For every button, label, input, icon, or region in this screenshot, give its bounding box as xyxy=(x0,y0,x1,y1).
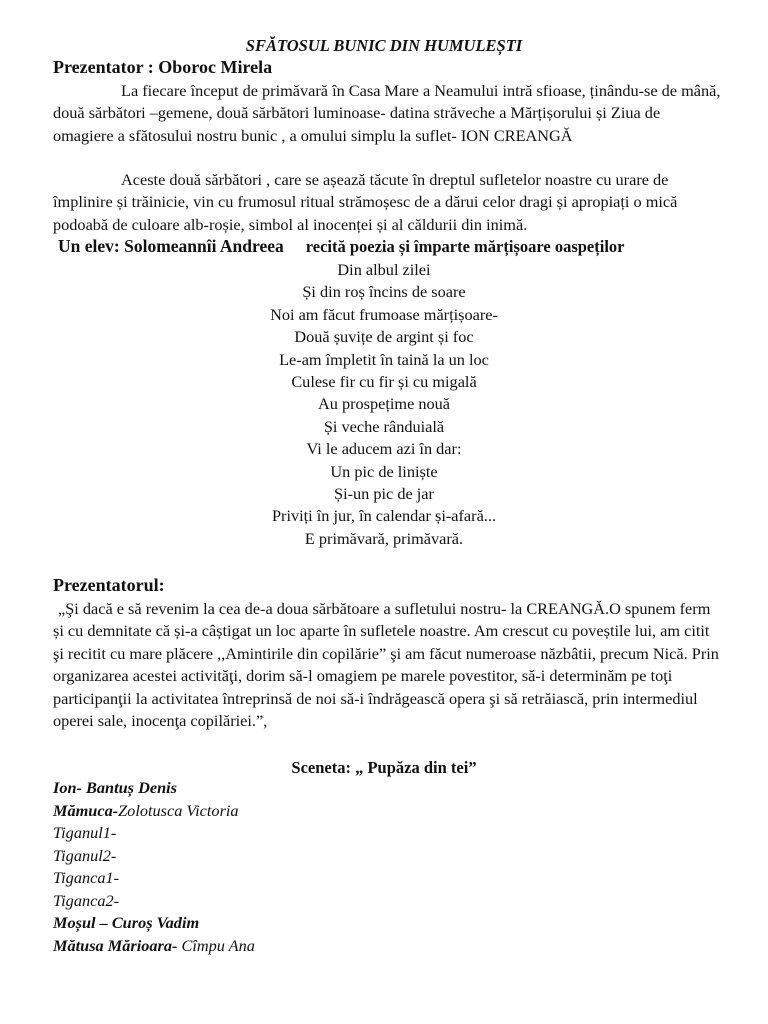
cast-item xyxy=(53,777,255,800)
document-title: SFĂTOSUL BUNIC DIN HUMULEȘTI xyxy=(245,36,523,55)
poem xyxy=(0,259,768,550)
poem-line: Și-un pic de jar xyxy=(334,484,434,504)
cast-role: Tiganca2- xyxy=(53,890,120,910)
cast-role: Ion- xyxy=(53,778,82,797)
poem-line: Vi le aducem azi în dar: xyxy=(306,439,462,459)
poem-line: Și veche rânduială xyxy=(323,416,445,436)
cast-item xyxy=(53,800,255,823)
cast-role: Tiganul2- xyxy=(53,845,117,865)
poem-line: Din albul zilei xyxy=(337,260,431,279)
cast-item xyxy=(53,935,255,958)
cast-role: Tiganul1- xyxy=(53,823,117,842)
cast-list xyxy=(53,777,255,957)
cast-item xyxy=(53,912,255,935)
cast-actor: Zolotusca Victoria xyxy=(118,800,239,820)
cast-actor: Cîmpu Ana xyxy=(177,935,255,955)
poem-line: E primăvară, primăvară. xyxy=(304,528,464,548)
cast-role: Moșul – Curoș Vadim xyxy=(53,913,200,932)
poem-line: Culese fir cu fir și cu migală xyxy=(291,372,477,392)
cast-item xyxy=(53,890,255,913)
presenter2-heading: Prezentatorul: xyxy=(53,575,165,595)
cast-role: Tiganca1- xyxy=(53,868,120,887)
poem-line: Au prospețime nouă xyxy=(317,394,451,414)
cast-item xyxy=(53,867,255,890)
poem-line: Două șuvițe de argint și foc xyxy=(294,327,474,347)
cast-item xyxy=(53,845,255,868)
student-name: Un elev: Solomeannîi Andreea xyxy=(58,236,284,256)
presenter-heading: Prezentator : Oboroc Mirela xyxy=(53,57,273,77)
cast-item xyxy=(53,822,255,845)
poem-line: Un pic de liniște xyxy=(330,461,438,481)
presenter-paragraph-1: La fiecare început de primăvară în Casa Mare a Neamului intră sfioase, ținându-se de mână, două sărbători –gemene, două sărbători luminoase- datina străveche a Mărțișorului și Ziua de omagiere a sfătosului nostru bunic , a omului simplu la suflet- ION CREANGĂ xyxy=(53,81,721,145)
cast-role: Mătusa Mărioara- xyxy=(53,935,178,955)
poem-line: Priviți în jur, în calendar și-afară... xyxy=(271,506,497,526)
presenter2-paragraph: „Şi dacă e să revenim la cea de-a doua sărbătoare a sufletului nostru- la CREANGĂ.O spunem ferm și cu demnitate că și-a câștigat un loc aparte în sufletele noastre. Am crescut cu poveștile lui, am citit şi recitit cu mare plăcere ,,Amintirile din copilărie” şi am făcut numeroase năzbâtii, precum Nică. Prin organizarea acestei activităţi, dorim să-l omagiem pe marele povestitor, să-i determinăm pe toţi participanţii la activitatea întreprinsă de noi să-i îndrăgească opera şi să retrăiască, prin intermediul operei sale, inocenţa copilăriei.”, xyxy=(53,599,719,731)
poem-line: Noi am făcut frumoase mărțișoare- xyxy=(270,304,498,324)
poem-line: Le-am împletit în taină la un loc xyxy=(279,349,489,369)
scene-title: Sceneta: „ Pupăza din tei” xyxy=(291,758,477,777)
student-line xyxy=(58,235,625,258)
cast-role: Mămuca- xyxy=(53,800,119,820)
poem-line: Și din roș încins de soare xyxy=(302,282,466,302)
student-action: recită poezia și împarte mărțișoare oaspeților xyxy=(305,237,625,256)
presenter-paragraph-2: Aceste două sărbători , care se așează tăcute în dreptul sufletelor noastre cu urare de împlinire și trăinicie, vin cu frumosul ritual strămoșesc de a dărui celor dragi și apropiați o mică podoabă de culoare alb-roșie, simbol al inocenței și al căldurii din inimă. xyxy=(53,170,678,234)
cast-actor: Bantuș Denis xyxy=(81,778,177,797)
